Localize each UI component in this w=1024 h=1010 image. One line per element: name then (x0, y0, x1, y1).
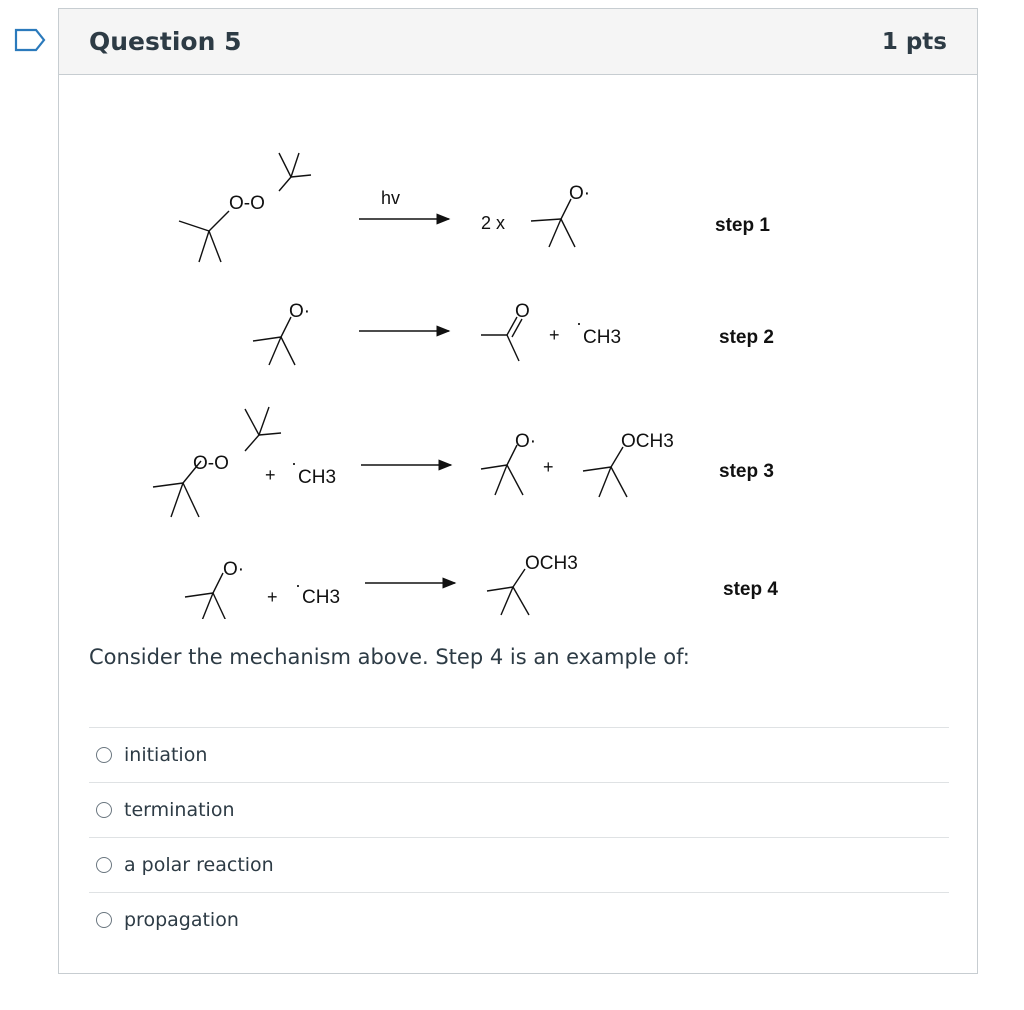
step2-product-acetone (481, 317, 522, 361)
radio-button[interactable] (96, 912, 112, 928)
step2-carbonyl-o: O (515, 301, 530, 322)
answer-option-initiation[interactable] (89, 727, 949, 782)
step2-radical: CH3 (583, 327, 622, 348)
step4-radical-o: O· (223, 559, 245, 580)
step3-plus1: + (265, 465, 276, 485)
step3-product: OCH3 (621, 431, 674, 452)
step4-radical-dot: · (295, 575, 301, 595)
answer-label[interactable]: propagation (124, 909, 239, 931)
radio-button[interactable] (96, 802, 112, 818)
mechanism-scheme (119, 139, 819, 619)
step2-label: step 2 (719, 327, 774, 348)
radio-button[interactable] (96, 747, 112, 763)
answer-label[interactable]: termination (124, 799, 235, 821)
flag-question-icon[interactable] (14, 28, 46, 52)
answer-label[interactable]: a polar reaction (124, 854, 274, 876)
step3-radical: CH3 (298, 467, 337, 488)
step1-peroxide-label: O-O (229, 193, 265, 214)
step3-peroxide-label: O-O (193, 453, 229, 474)
step4-product: OCH3 (525, 553, 578, 574)
step1-radical-o: O· (569, 183, 591, 204)
step3-plus2: + (543, 457, 554, 477)
step4-reactant-tbutoxy (185, 573, 227, 619)
step2-radical-o: O· (289, 301, 311, 322)
step2-reactant-tbutoxy (253, 317, 295, 365)
step3-product-ether (583, 447, 627, 497)
step1-multiplier: 2 x (481, 213, 506, 233)
step1-arrow-label: hv (381, 188, 401, 208)
step4-plus: + (267, 587, 278, 607)
answer-option-termination[interactable] (89, 782, 949, 837)
step2-radical-dot: · (576, 313, 582, 333)
question-title: Question 5 (89, 27, 242, 56)
question-header (59, 9, 977, 75)
step1-label: step 1 (715, 215, 770, 236)
answer-label[interactable]: initiation (124, 744, 208, 766)
step3-label: step 3 (719, 461, 774, 482)
step3-radical-o: O· (515, 431, 537, 452)
answer-option-polar-reaction[interactable] (89, 837, 949, 892)
question-points: 1 pts (881, 28, 947, 55)
answer-option-propagation[interactable] (89, 892, 949, 947)
step4-product-ether (487, 569, 529, 615)
step4-radical: CH3 (302, 587, 341, 608)
step4-label: step 4 (723, 579, 778, 600)
question-card (58, 8, 978, 974)
answer-list (89, 727, 949, 947)
step3-radical-dot: · (291, 453, 297, 473)
radio-button[interactable] (96, 857, 112, 873)
step3-product-tbutoxy (481, 445, 523, 495)
step1-product-tbutoxy (531, 199, 575, 247)
question-prompt: Consider the mechanism above. Step 4 is an example of: (89, 645, 690, 669)
step2-plus: + (549, 325, 560, 345)
